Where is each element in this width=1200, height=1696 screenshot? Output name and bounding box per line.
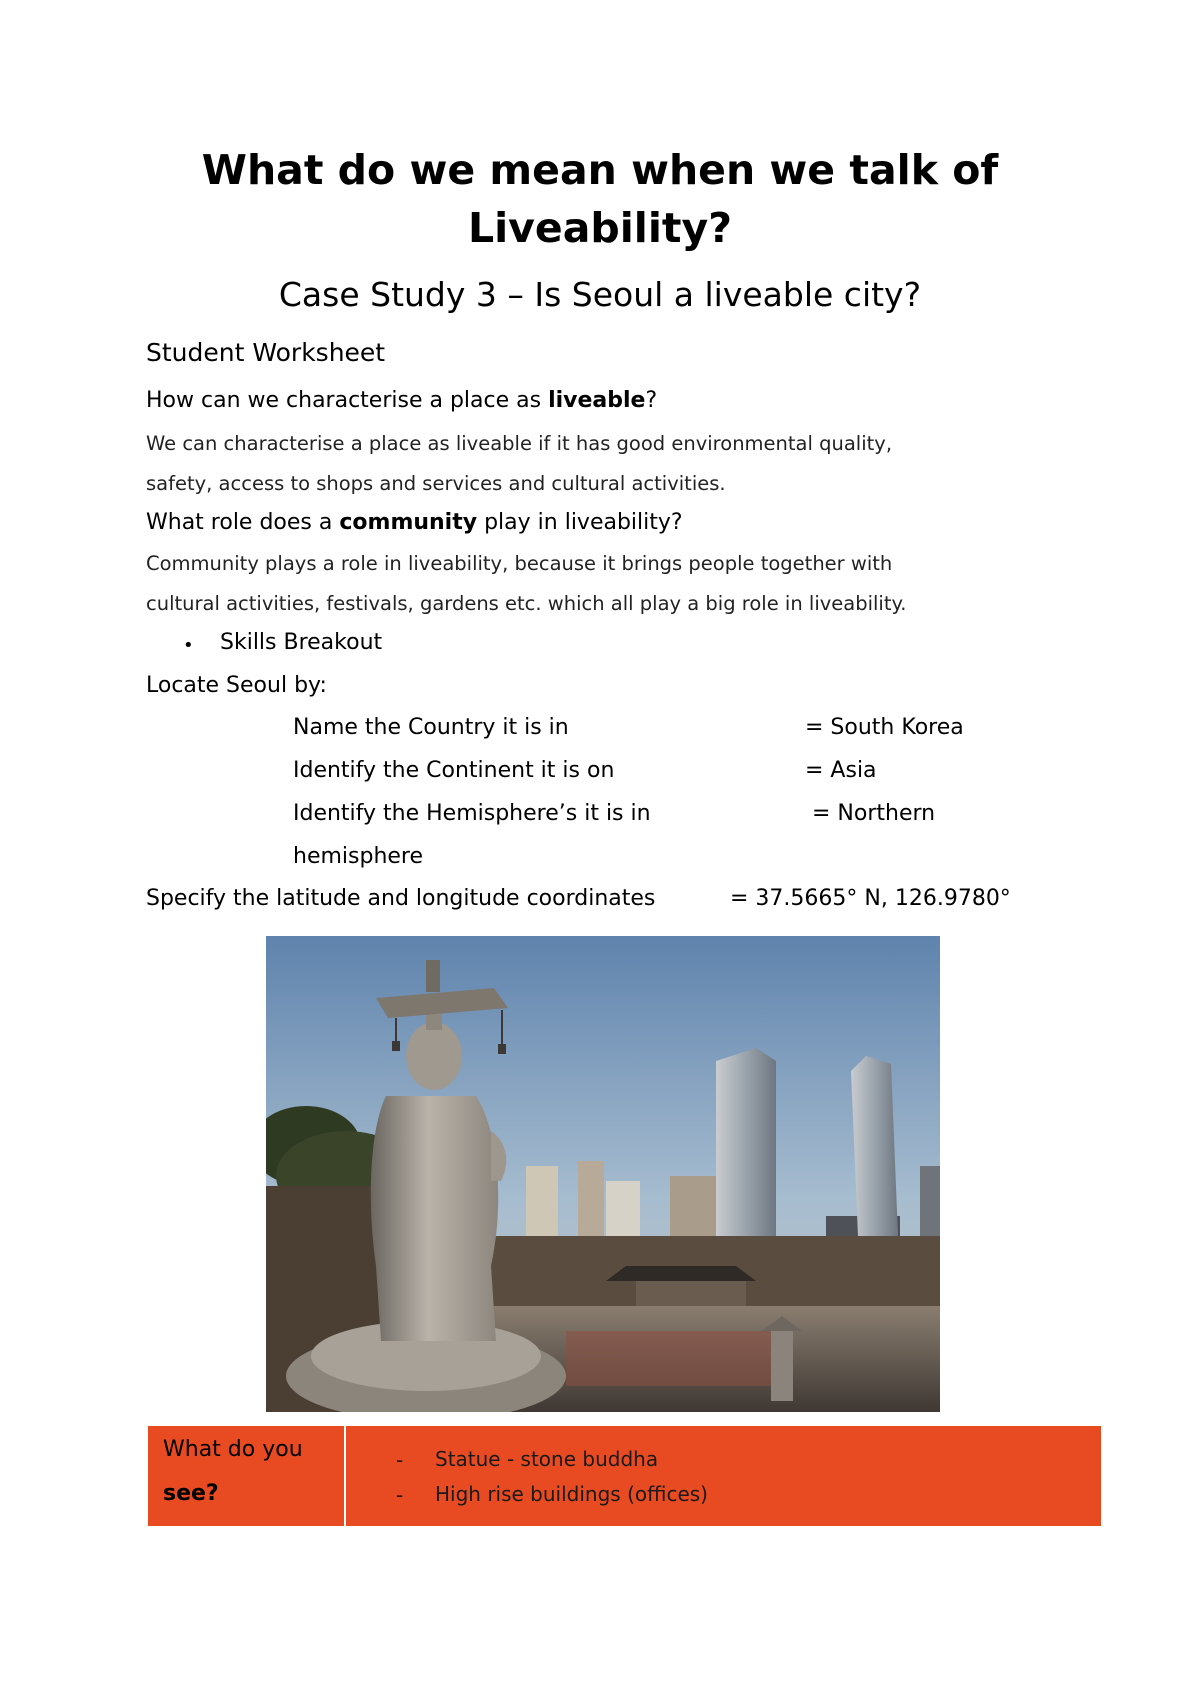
question-community bbox=[146, 512, 683, 534]
observation-table bbox=[148, 1426, 1101, 1526]
question-liveable bbox=[146, 390, 657, 412]
dash-icon: - bbox=[396, 1483, 404, 1507]
locate-hemisphere-answer: = Northern bbox=[812, 801, 936, 826]
table-label-line-1: What do you bbox=[163, 1437, 303, 1462]
table-item-2: High rise buildings (offices) bbox=[435, 1482, 708, 1506]
coords-label: Specify the latitude and longitude coordinates bbox=[146, 886, 656, 911]
locate-country-answer: = South Korea bbox=[805, 715, 964, 740]
subtitle: Case Study 3 – Is Seoul a liveable city? bbox=[278, 275, 922, 314]
title-line-1: What do we mean when we talk of bbox=[201, 146, 999, 194]
seoul-buddha-photo bbox=[266, 936, 940, 1412]
coords-answer: = 37.5665° N, 126.9780° bbox=[730, 886, 1011, 911]
question-text: What role does a bbox=[146, 510, 340, 535]
answer-liveable-line-1: We can characterise a place as liveable if it has good environmental quality, bbox=[146, 432, 893, 455]
skills-breakout: Skills Breakout bbox=[220, 630, 383, 655]
title-line-2: Liveability? bbox=[468, 204, 732, 252]
locate-heading: Locate Seoul by: bbox=[146, 673, 327, 698]
locate-hemisphere-continuation: hemisphere bbox=[293, 844, 424, 869]
answer-community-line-2: cultural activities, festivals, gardens etc. which all play a big role in liveability. bbox=[146, 592, 907, 615]
bullet-icon: • bbox=[183, 635, 194, 656]
answer-liveable-line-2: safety, access to shops and services and cultural activities. bbox=[146, 472, 726, 495]
question-end: ? bbox=[645, 388, 658, 413]
question-keyword: liveable bbox=[548, 388, 646, 413]
table-label-line-2: see? bbox=[163, 1481, 219, 1506]
answer-community-line-1: Community plays a role in liveability, because it brings people together with bbox=[146, 552, 893, 575]
question-end: play in liveability? bbox=[477, 510, 683, 535]
table-divider bbox=[344, 1426, 346, 1526]
locate-hemisphere-label: Identify the Hemisphere’s it is in bbox=[293, 801, 651, 826]
question-keyword: community bbox=[339, 510, 478, 535]
section-heading: Student Worksheet bbox=[146, 338, 386, 367]
table-item-1: Statue - stone buddha bbox=[435, 1447, 659, 1471]
question-text: How can we characterise a place as bbox=[146, 388, 549, 413]
locate-continent-answer: = Asia bbox=[805, 758, 877, 783]
locate-continent-label: Identify the Continent it is on bbox=[293, 758, 615, 783]
locate-country-label: Name the Country it is in bbox=[293, 715, 569, 740]
dash-icon: - bbox=[396, 1448, 404, 1472]
